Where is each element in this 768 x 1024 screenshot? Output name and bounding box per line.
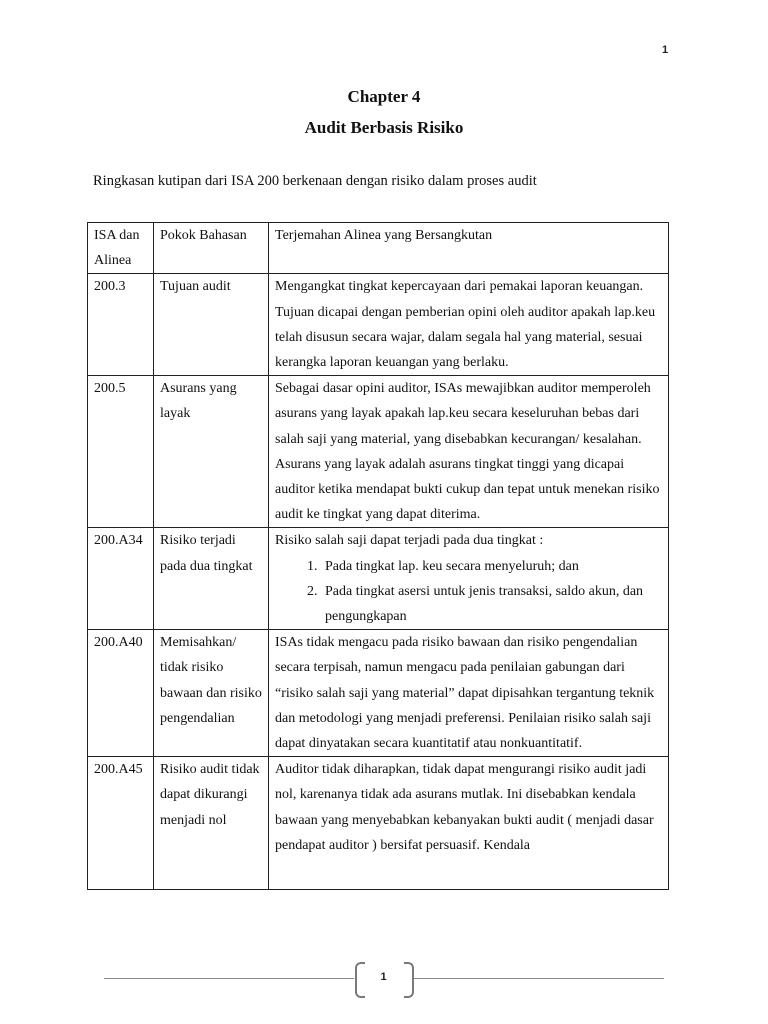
table-row — [88, 376, 669, 528]
table-header-row — [88, 223, 669, 274]
header-translation: Terjemahan Alinea yang Bersangkutan — [269, 223, 669, 274]
cell-topic: Memisahkan/ tidak risiko bawaan dan risiko pengendalian — [154, 630, 269, 757]
footer-divider-left — [104, 978, 354, 979]
cell-topic: Asurans yang layak — [154, 376, 269, 528]
cell-isa: 200.A40 — [88, 630, 154, 757]
cell-isa: 200.5 — [88, 376, 154, 528]
footer-page-number: 1 — [380, 971, 387, 983]
intro-paragraph: Ringkasan kutipan dari ISA 200 berkenaan dengan risiko dalam proses audit — [93, 173, 537, 189]
cell-topic: Risiko terjadi pada dua tingkat — [154, 528, 269, 630]
footer-divider-right — [414, 978, 664, 979]
cell-text: Mengangkat tingkat kepercayaan dari pemakai laporan keuangan. Tujuan dicapai dengan pemberian opini oleh auditor apakah lap.keu telah disusun secara wajar, dalam segala hal yang material, sesuai kerangka laporan keuangan yang berlaku. — [269, 274, 669, 376]
cell-text: Sebagai dasar opini auditor, ISAs mewajibkan auditor memperoleh asurans yang layak apakah lap.keu secara keseluruhan bebas dari salah saji yang material, yang disebabkan kecurangan/ kesalahan. Asurans yang layak adalah asurans tingkat tinggi yang dicapai auditor ketika mendapat bukti cukup dan tepat untuk menekan risiko audit ke tingkat yang dapat diterima. — [269, 376, 669, 528]
list-item: 1. Pada tingkat lap. keu secara menyeluruh; dan — [321, 554, 663, 579]
cell-text: ISAs tidak mengacu pada risiko bawaan dan risiko pengendalian secara terpisah, namun mengacu pada penilaian gabungan dari “risiko salah saji yang material” dapat dipisahkan tergantung teknik dan metodologi yang menjadi preferensi. Penilaian risiko salah saji dapat dinyatakan secara kuantitatif atau nonkuantitatif. — [269, 630, 669, 757]
table-row — [88, 630, 669, 757]
cell-isa: 200.A45 — [88, 757, 154, 890]
isa-table — [87, 222, 669, 890]
table-row — [88, 757, 669, 890]
numbered-list — [275, 554, 663, 630]
chapter-title: Chapter 4 — [347, 87, 421, 106]
cell-topic: Tujuan audit — [154, 274, 269, 376]
footer-bracket-right — [404, 962, 414, 998]
table-row — [88, 274, 669, 376]
table-row — [88, 528, 669, 630]
cell-text: Risiko salah saji dapat terjadi pada dua tingkat : — [275, 533, 544, 549]
header-topic: Pokok Bahasan — [154, 223, 269, 274]
list-item: 2. Pada tingkat asersi untuk jenis transaksi, saldo akun, dan pengungkapan — [321, 579, 663, 629]
chapter-subtitle: Audit Berbasis Risiko — [304, 118, 464, 137]
footer-bracket-left — [355, 962, 365, 998]
header-page-number: 1 — [662, 44, 669, 56]
cell-isa: 200.A34 — [88, 528, 154, 630]
header-isa: ISA dan Alinea — [88, 223, 154, 274]
cell-topic: Risiko audit tidak dapat dikurangi menjadi nol — [154, 757, 269, 890]
cell-isa: 200.3 — [88, 274, 154, 376]
cell-text: Auditor tidak diharapkan, tidak dapat mengurangi risiko audit jadi nol, karenanya tidak ada asurans mutlak. Ini disebabkan kendala bawaan yang menyebabkan kebanyakan bukti audit ( menjadi dasar pendapat auditor ) bersifat persuasif. Kendala — [269, 757, 669, 890]
cell-text-with-list — [269, 528, 669, 630]
